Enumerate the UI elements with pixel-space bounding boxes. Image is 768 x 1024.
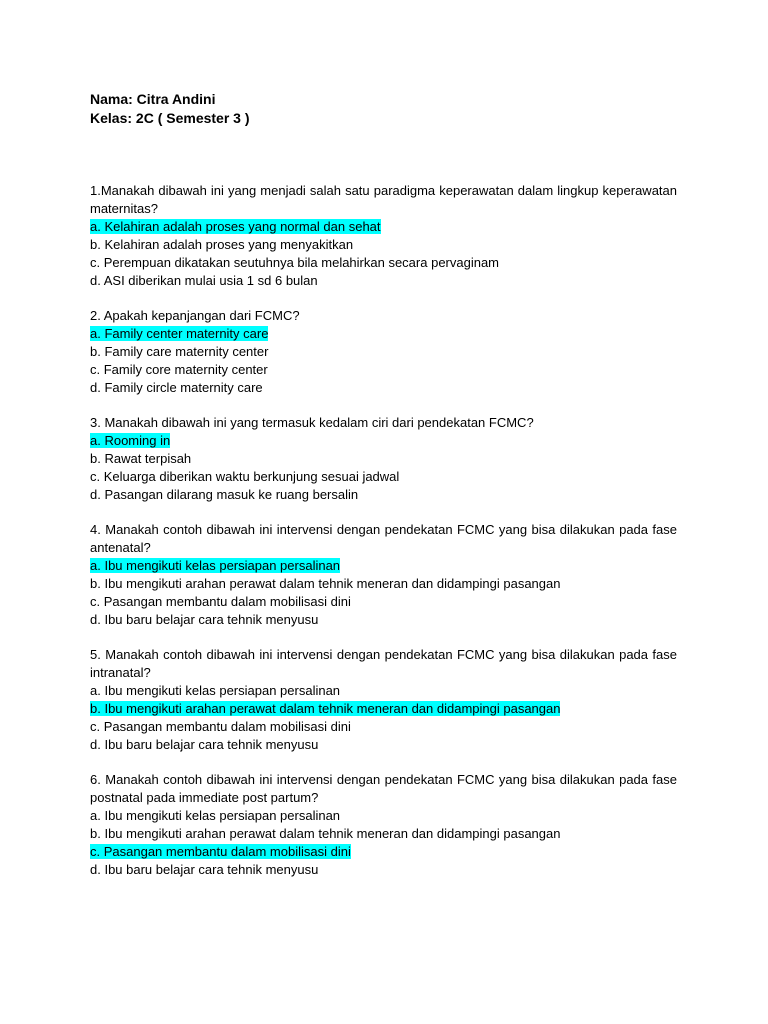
answer-option-c xyxy=(90,718,677,736)
answer-option-d xyxy=(90,611,677,629)
question-2 xyxy=(90,307,677,397)
answer-option-d xyxy=(90,379,677,397)
question-text: 6. Manakah contoh dibawah ini intervensi dengan pendekatan FCMC yang bisa dilakukan pada fase postnatal pada immediate post partum? xyxy=(90,772,677,805)
highlighted-answer: a. Rooming in xyxy=(90,433,171,448)
option-text: a. Ibu mengikuti kelas persiapan persalinan xyxy=(90,808,341,823)
answer-option-b xyxy=(90,825,677,843)
answer-option-c xyxy=(90,843,677,861)
answer-option-b xyxy=(90,575,677,593)
question-6 xyxy=(90,771,677,879)
answer-option-d xyxy=(90,736,677,754)
option-text: b. Ibu mengikuti arahan perawat dalam tehnik meneran dan didampingi pasangan xyxy=(90,826,561,841)
question-list xyxy=(90,182,677,879)
option-text: c. Keluarga diberikan waktu berkunjung sesuai jadwal xyxy=(90,469,400,484)
question-3 xyxy=(90,414,677,504)
option-text: c. Pasangan membantu dalam mobilisasi dini xyxy=(90,719,351,734)
student-class: Kelas: 2C ( Semester 3 ) xyxy=(90,110,250,126)
answer-option-d xyxy=(90,272,677,290)
question-4 xyxy=(90,521,677,629)
answer-option-a xyxy=(90,807,677,825)
highlighted-answer: b. Ibu mengikuti arahan perawat dalam tehnik meneran dan didampingi pasangan xyxy=(90,701,561,716)
option-text: d. Ibu baru belajar cara tehnik menyusu xyxy=(90,862,319,877)
question-text: 1.Manakah dibawah ini yang menjadi salah satu paradigma keperawatan dalam lingkup keperawatan maternitas? xyxy=(90,183,677,216)
highlighted-answer: c. Pasangan membantu dalam mobilisasi dini xyxy=(90,844,351,859)
answer-option-a xyxy=(90,218,677,236)
option-text: b. Family care maternity center xyxy=(90,344,269,359)
option-text: d. Family circle maternity care xyxy=(90,380,263,395)
option-text: d. ASI diberikan mulai usia 1 sd 6 bulan xyxy=(90,273,318,288)
option-text: d. Ibu baru belajar cara tehnik menyusu xyxy=(90,612,319,627)
option-text: d. Ibu baru belajar cara tehnik menyusu xyxy=(90,737,319,752)
highlighted-answer: a. Kelahiran adalah proses yang normal dan sehat xyxy=(90,219,381,234)
answer-option-b xyxy=(90,343,677,361)
question-text: 2. Apakah kepanjangan dari FCMC? xyxy=(90,308,300,323)
answer-option-a xyxy=(90,557,677,575)
answer-option-c xyxy=(90,468,677,486)
answer-option-a xyxy=(90,325,677,343)
question-text: 5. Manakah contoh dibawah ini intervensi dengan pendekatan FCMC yang bisa dilakukan pada fase intranatal? xyxy=(90,647,677,680)
question-text: 3. Manakah dibawah ini yang termasuk kedalam ciri dari pendekatan FCMC? xyxy=(90,415,534,430)
question-5 xyxy=(90,646,677,754)
document-page xyxy=(90,90,677,896)
option-text: b. Rawat terpisah xyxy=(90,451,192,466)
answer-option-a xyxy=(90,432,677,450)
answer-option-d xyxy=(90,861,677,879)
option-text: d. Pasangan dilarang masuk ke ruang bersalin xyxy=(90,487,359,502)
student-name: Nama: Citra Andini xyxy=(90,91,216,107)
answer-option-a xyxy=(90,682,677,700)
answer-option-c xyxy=(90,361,677,379)
answer-option-d xyxy=(90,486,677,504)
highlighted-answer: a. Family center maternity care xyxy=(90,326,269,341)
question-1 xyxy=(90,182,677,290)
answer-option-b xyxy=(90,700,677,718)
option-text: a. Ibu mengikuti kelas persiapan persalinan xyxy=(90,683,341,698)
answer-option-c xyxy=(90,593,677,611)
option-text: b. Ibu mengikuti arahan perawat dalam tehnik meneran dan didampingi pasangan xyxy=(90,576,561,591)
option-text: b. Kelahiran adalah proses yang menyakitkan xyxy=(90,237,354,252)
option-text: c. Family core maternity center xyxy=(90,362,268,377)
highlighted-answer: a. Ibu mengikuti kelas persiapan persalinan xyxy=(90,558,341,573)
option-text: c. Perempuan dikatakan seutuhnya bila melahirkan secara pervaginam xyxy=(90,255,500,270)
answer-option-b xyxy=(90,450,677,468)
answer-option-c xyxy=(90,254,677,272)
option-text: c. Pasangan membantu dalam mobilisasi dini xyxy=(90,594,351,609)
answer-option-b xyxy=(90,236,677,254)
question-text: 4. Manakah contoh dibawah ini intervensi dengan pendekatan FCMC yang bisa dilakukan pada fase antenatal? xyxy=(90,522,677,555)
